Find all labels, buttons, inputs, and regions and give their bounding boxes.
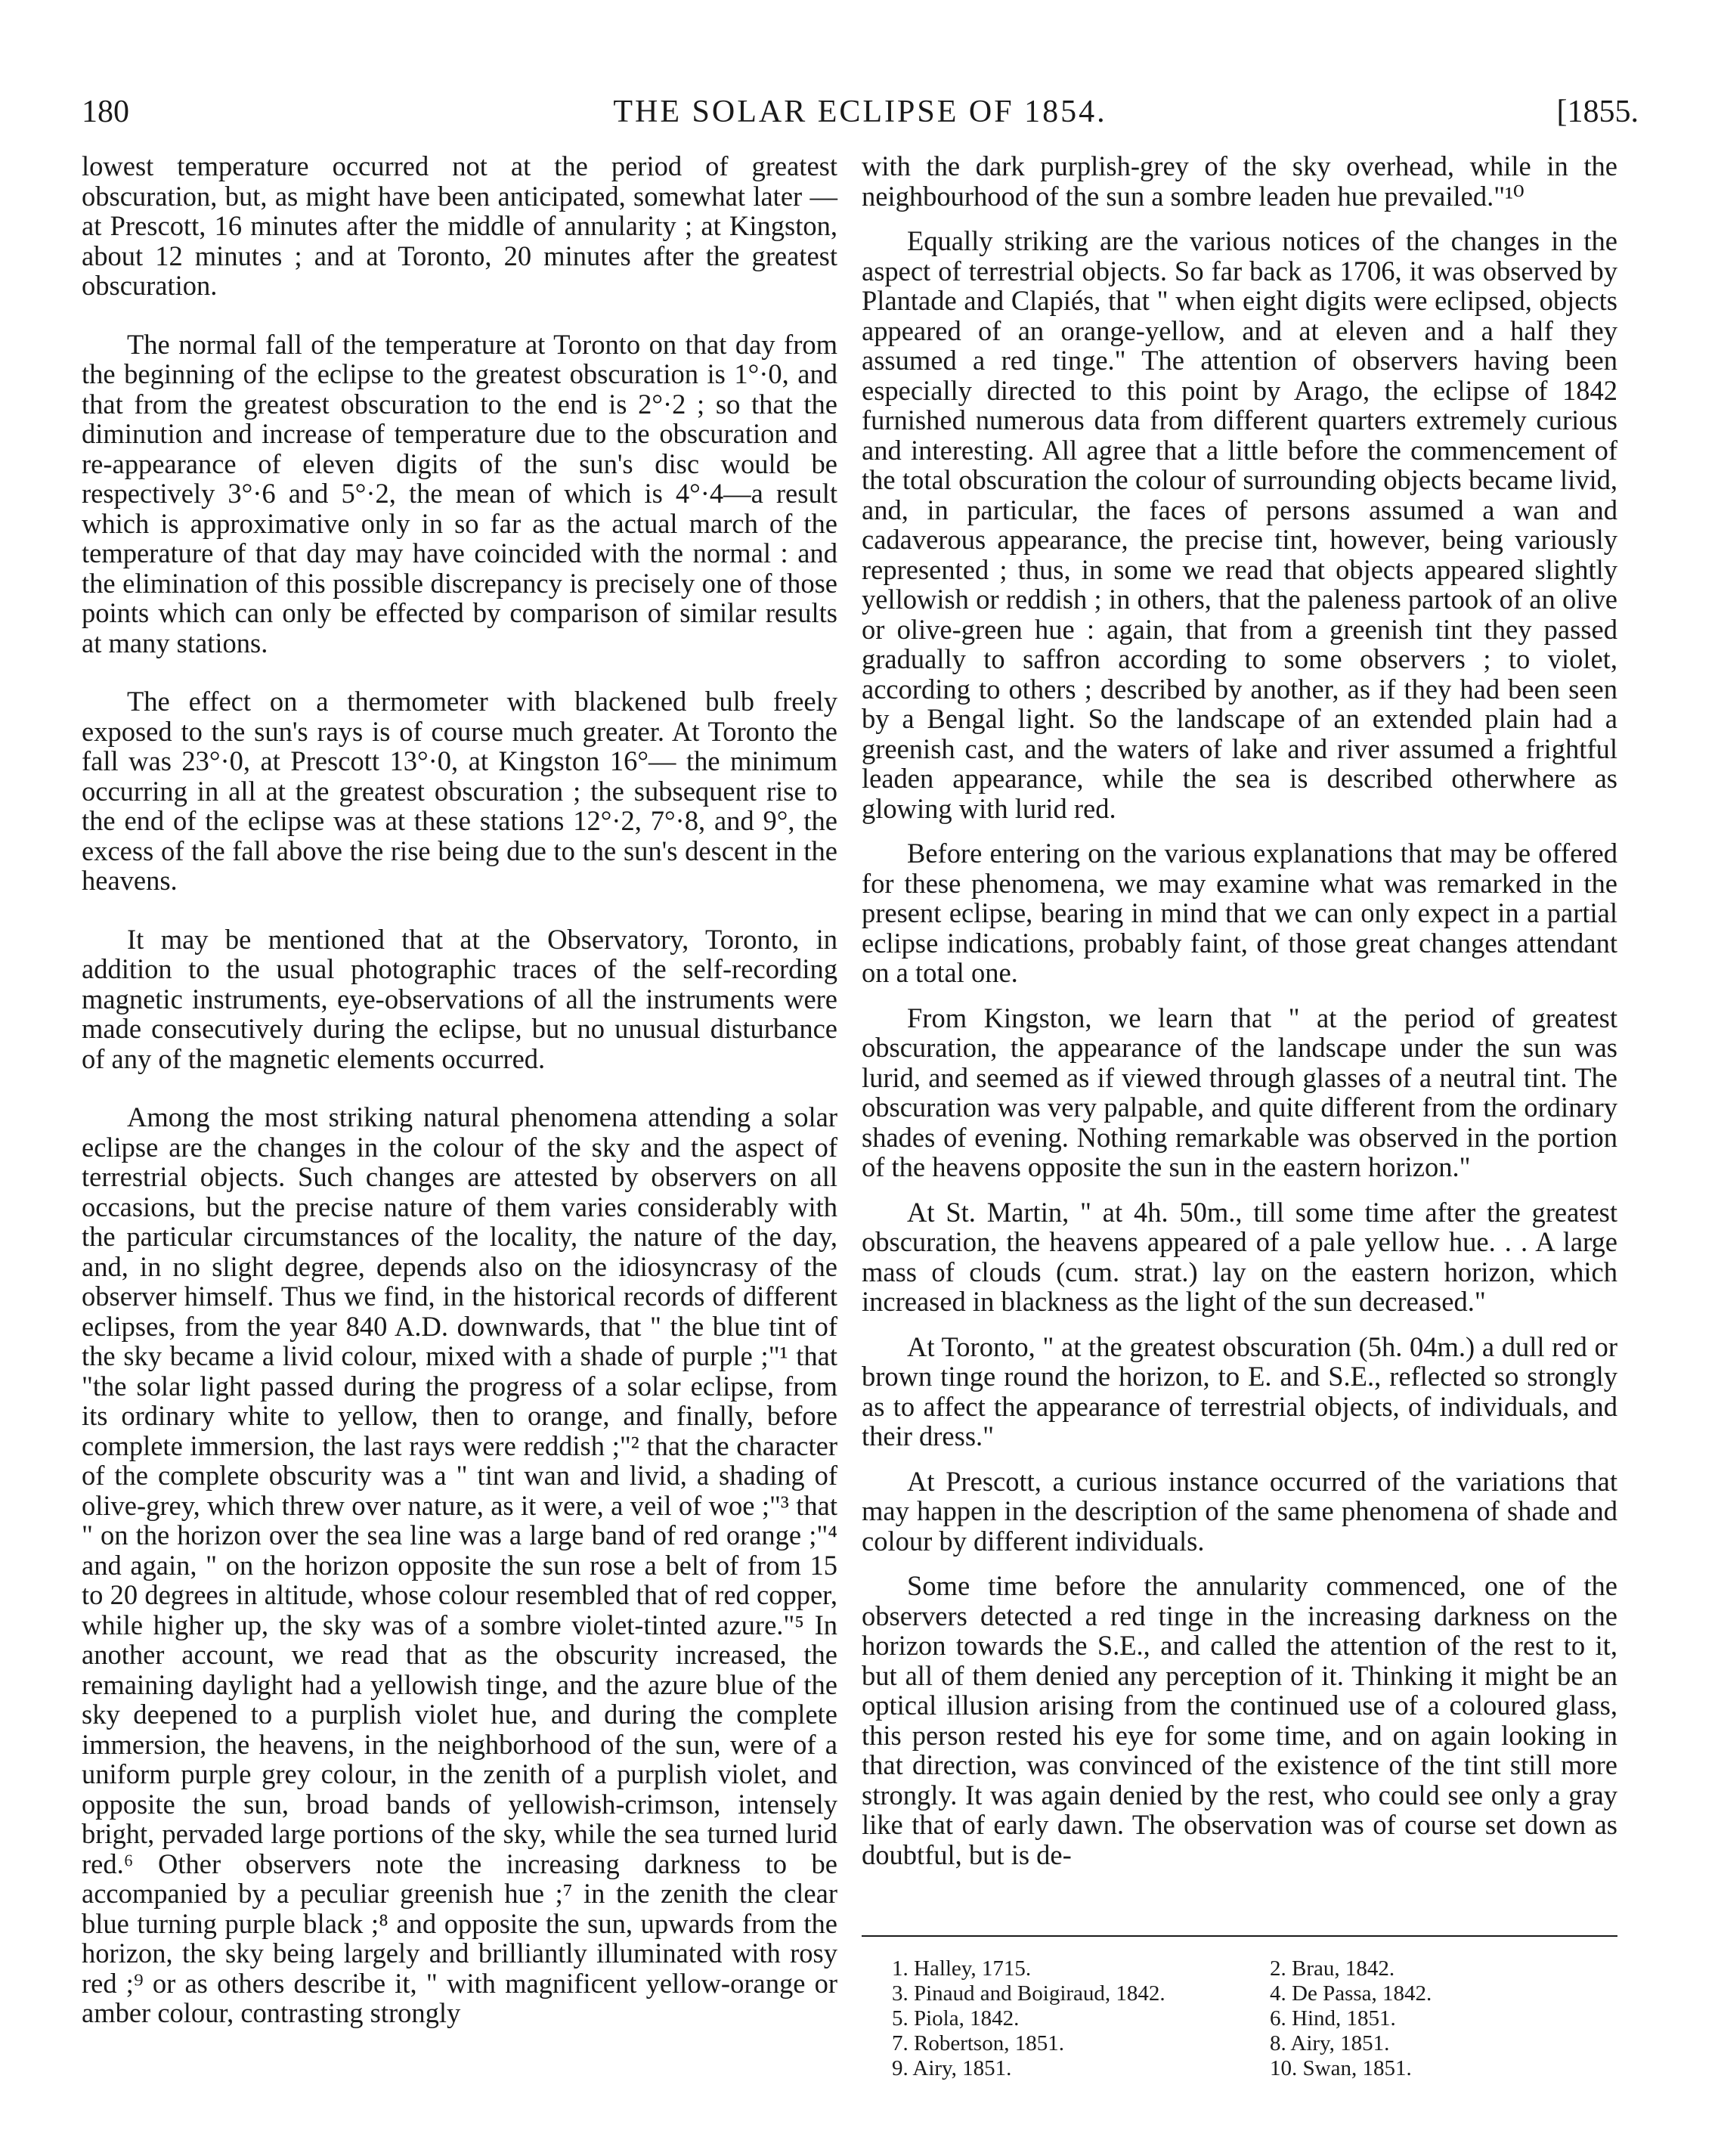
header-year: [1855. [1556, 94, 1639, 129]
footnote: 10. Swan, 1851. [1270, 2056, 1412, 2080]
footnote: 2. Brau, 1842. [1270, 1956, 1395, 1981]
running-title: THE SOLAR ECLIPSE OF 1854. [613, 94, 1107, 129]
footnote: 6. Hind, 1851. [1270, 2006, 1396, 2031]
footnote: 9. Airy, 1851. [892, 2056, 1012, 2080]
paragraph: The effect on a thermometer with blackened bulb freely exposed to the sun's rays is of course much greater. At Toronto the fall was 23°·0, at Prescott 13°·0, at Kingston 16°— the minimum occurring in all at the greatest obscuration ; the subsequent rise to the end of the eclipse was at these stations 12°·2, 7°·8, and 9°, the excess of the fall above the rise being due to the sun's descent in the heavens. [82, 686, 837, 896]
paragraph: Some time before the annularity commenced, one of the observers detected a red tinge in the increasing darkness on the horizon towards the S.E., and called the attention of the rest to it, but all of them denied any perception of it. Thinking it might be an optical illusion arising from the continued use of a coloured glass, this person rested his eye for some time, and on again looking in that direction, was convinced of the existence of the tint still more strongly. It was again denied by the rest, who could see only a gray like that of early dawn. The observation was of course set down as doubtful, but is de- [862, 1570, 1617, 1870]
paragraph: At St. Martin, " at 4h. 50m., till some time after the greatest obscuration, the heavens appeared of a pale yellow hue. . . A large mass of clouds (cum. strat.) lay on the eastern horizon, which increased in blackness as the light of the sun decreased." [862, 1196, 1617, 1317]
footnote: 7. Robertson, 1851. [892, 2031, 1064, 2055]
footnote: 8. Airy, 1851. [1270, 2031, 1390, 2055]
left-column [82, 151, 837, 2028]
paragraph: with the dark purplish-grey of the sky overhead, while in the neighbourhood of the sun a sombre leaden hue prevailed."¹⁰ [862, 150, 1617, 212]
paragraph: At Toronto, " at the greatest obscuration (5h. 04m.) a dull red or brown tinge round the horizon, to E. and S.E., reflected so strongly as to affect the appearance of terrestrial objects, of individuals, and their dress." [862, 1330, 1617, 1451]
footnote-rule [862, 1935, 1617, 1937]
footnote: 5. Piola, 1842. [892, 2006, 1020, 2031]
paragraph: Among the most striking natural phenomena attending a solar eclipse are the changes in the colour of the sky and the aspect of terrestrial objects. Such changes are attested by observers on all occasions, but the precise nature of them varies considerably with the particular circumstances of the locality, the nature of the day, and, in no slight degree, depends also on the idiosyncrasy of the observer himself. Thus we find, in the historical records of different eclipses, from the year 840 A.D. downwards, that " the blue tint of the sky became a livid colour, mixed with a shade of purple ;"¹ that "the solar light passed during the progress of a solar eclipse, from its ordinary white to yellow, then to orange, and finally, before complete immersion, the last rays were reddish ;"² that the character of the complete obscurity was a " tint wan and livid, a shading of olive-grey, which threw over nature, as it were, a veil of woe ;"³ that " on the horizon over the sea line was a large band of red orange ;"⁴ and again, " on the horizon opposite the sun rose a belt of from 15 to 20 degrees in altitude, whose colour resembled that of red copper, while higher up, the sky was of a sombre violet-tinted azure."⁵ In another account, we read that as the obscurity increased, the remaining daylight had a yellowish tinge, and the azure blue of the sky deepened to a purplish violet hue, and during the complete immersion, the heavens, in the neighborhood of the sun, were of a uniform purple grey colour, in the zenith of a purplish violet, and opposite the sun, broad bands of yellowish-crimson, intensely bright, pervaded large portions of the sky, while the sea turned lurid red.⁶ Other observers note the increasing darkness to be accompanied by a peculiar greenish hue ;⁷ in the zenith the clear blue turning purple black ;⁸ and opposite the sun, upwards from the horizon, the sky being largely and brilliantly illuminated with rosy red ;⁹ or as others describe it, " with magnificent yellow-orange or amber colour, contrasting strongly [82, 1101, 837, 2028]
page-number: 180 [82, 94, 129, 129]
running-header [82, 89, 1639, 135]
footnote-list [892, 1956, 1572, 2081]
paragraph: The normal fall of the temperature at Toronto on that day from the beginning of the eclipse to the greatest obscuration is 1°·0, and that from the greatest obscuration to the end is 2°·2 ; so that the diminution and increase of temperature due to the obscuration and re-appearance of eleven digits of the sun's disc would be respectively 3°·6 and 5°·2, the mean of which is 4°·4—a result which is approximative only in so far as the actual march of the temperature of that day may have coincided with the normal : and the elimination of this possible discrepancy is precisely one of those points which can only be effected by comparison of similar results at many stations. [82, 328, 837, 658]
footnote: 4. De Passa, 1842. [1270, 1981, 1432, 2006]
footnote: 3. Pinaud and Boigiraud, 1842. [892, 1981, 1165, 2006]
paragraph: Before entering on the various explanations that may be offered for these phenomena, we may examine what was remarked in the present eclipse, bearing in mind that we can only expect in a partial eclipse indications, probably faint, of those great changes attendant on a total one. [862, 838, 1617, 988]
right-column [862, 151, 1617, 1869]
paragraph: From Kingston, we learn that " at the period of greatest obscuration, the appearance of the landscape under the sun was lurid, and seemed as if viewed through glasses of a neutral tint. The obscuration was very palpable, and quite different from the ordinary shades of evening. Nothing remarkable was observed in the portion of the heavens opposite the sun in the eastern horizon." [862, 1002, 1617, 1182]
footnote: 1. Halley, 1715. [892, 1956, 1032, 1981]
paragraph: It may be mentioned that at the Observatory, Toronto, in addition to the usual photographic traces of the self-recording magnetic instruments, eye-observations of all the instruments were made consecutively during the eclipse, but no unusual disturbance of any of the magnetic elements occurred. [82, 923, 837, 1074]
paragraph: lowest temperature occurred not at the period of greatest obscuration, but, as might have been anticipated, somewhat later —at Prescott, 16 minutes after the middle of annularity ; at Kingston, about 12 minutes ; and at Toronto, 20 minutes after the greatest obscuration. [82, 150, 837, 301]
paragraph: At Prescott, a curious instance occurred of the variations that may happen in the description of the same phenomena of shade and colour by different individuals. [862, 1465, 1617, 1557]
paragraph: Equally striking are the various notices of the changes in the aspect of terrestrial objects. So far back as 1706, it was observed by Plantade and Clapiés, that " when eight digits were eclipsed, objects appeared of an orange-yellow, and at eleven and a half they assumed a red tinge." The attention of observers having been especially directed to this point by Arago, the eclipse of 1842 furnished numerous data from different quarters extremely curious and interesting. All agree that a little before the commencement of the total obscuration the colour of surrounding objects became livid, and, in particular, the faces of persons assumed a wan and cadaverous appearance, the precise tint, however, being variously represented ; thus, in some we read that objects appeared slightly yellowish or reddish ; in others, that the paleness partook of an olive or olive-green hue : again, that from a greenish tint they passed gradually to saffron according to some observers ; to violet, according to others ; described by another, as if they had been seen by a Bengal light. So the landscape of an extended plain had a greenish cast, and the waters of lake and river assumed a frightful leaden appearance, while the sea is described otherwhere as glowing with lurid red. [862, 225, 1617, 824]
